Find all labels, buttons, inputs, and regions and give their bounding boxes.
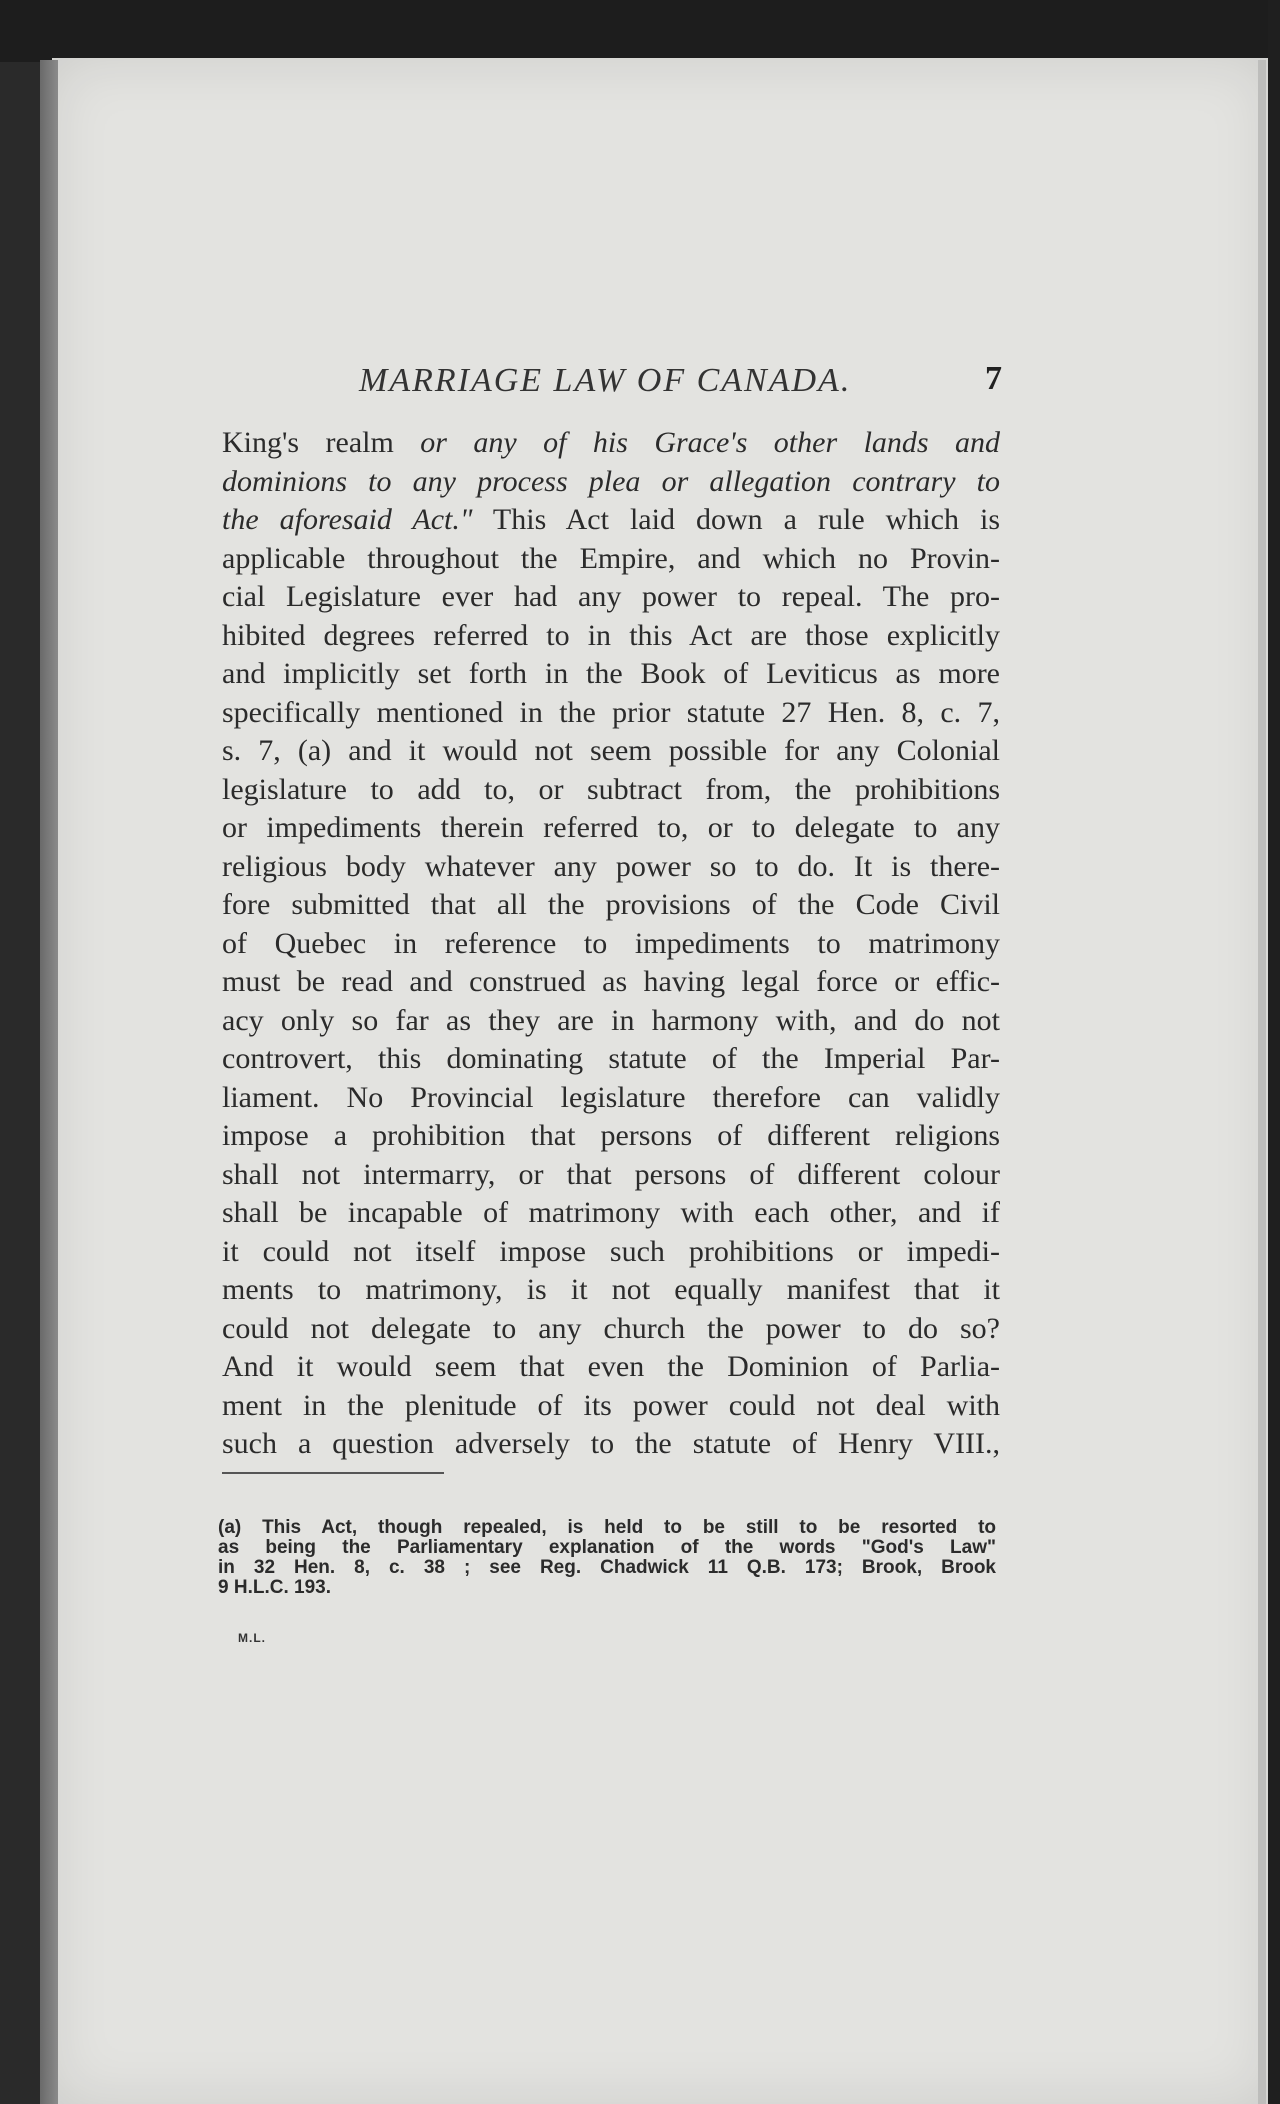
footnote-rule <box>222 1472 444 1474</box>
body-roman-text: liament. No Provincial legislature therefore can validly <box>222 1080 1000 1114</box>
body-line <box>222 848 1000 887</box>
footnote-line: (a) This Act, though repealed, is held to be still to be resorted to <box>218 1517 996 1538</box>
body-roman-text: cial Legislature ever had any power to repeal. The pro- <box>222 580 1000 613</box>
footnote <box>218 1518 996 1598</box>
body-line <box>222 463 1000 502</box>
body-line <box>222 1271 1000 1310</box>
body-roman-text: And it would seem that even the Dominion of Parlia- <box>222 1350 1000 1383</box>
body-line <box>222 1310 1000 1349</box>
body-roman-text: This Act laid down a rule which is <box>472 503 1001 536</box>
body-italic-text: or any of his Grace's other lands and <box>420 426 1001 459</box>
book-binding-edge <box>40 60 58 2104</box>
body-line <box>222 925 1000 964</box>
footnote-line: 9 H.L.C. 193. <box>218 1577 331 1598</box>
body-roman-text: specifically mentioned in the prior statute 27 Hen. 8, c. 7, <box>222 695 1000 729</box>
body-line <box>222 963 1000 1002</box>
body-line <box>222 578 1000 617</box>
scan-background-top <box>0 0 1280 62</box>
body-roman-text: shall not intermarry, or that persons of different colour <box>222 1157 1000 1191</box>
body-roman-text: acy only so far as they are in harmony with, and do not <box>222 1003 1000 1037</box>
body-line <box>222 1079 1000 1118</box>
body-roman-text: religious body whatever any power so to do. It is there- <box>222 849 1000 883</box>
body-line <box>222 886 1000 925</box>
body-line <box>222 1348 1000 1387</box>
body-line <box>222 694 1000 733</box>
scan-background-right <box>1268 0 1280 2104</box>
body-line <box>222 617 1000 656</box>
body-line <box>222 732 1000 771</box>
body-line <box>222 1387 1000 1426</box>
body-roman-text: or impediments therein referred to, or to delegate to any <box>222 811 1000 844</box>
body-line <box>222 501 1000 540</box>
body-roman-text: applicable throughout the Empire, and which no Provin- <box>222 541 1000 575</box>
body-line <box>222 809 1000 848</box>
body-line <box>222 540 1000 579</box>
running-head: MARRIAGE LAW OF CANADA. <box>359 362 852 399</box>
body-roman-text: hibited degrees referred to in this Act are those explicitly <box>222 618 1000 652</box>
body-line <box>222 1425 1000 1464</box>
body-italic-text: the aforesaid Act." <box>222 503 473 536</box>
body-line <box>222 771 1000 810</box>
body-line <box>222 1040 1000 1079</box>
body-line <box>222 1156 1000 1195</box>
signature-mark: M.L. <box>238 1631 266 1645</box>
body-roman-text: controvert, this dominating statute of the Imperial Par- <box>222 1042 1000 1075</box>
body-roman-text: such a question adversely to the statute of Henry VIII., <box>222 1427 1000 1460</box>
body-roman-text: s. 7, (a) and it would not seem possible for any Colonial <box>222 734 1000 767</box>
body-text <box>222 424 1000 1464</box>
body-roman-text: it could not itself impose such prohibitions or impedi- <box>222 1234 1000 1268</box>
body-roman-text: and implicitly set forth in the Book of Leviticus as more <box>222 657 1000 690</box>
body-line <box>222 424 1000 463</box>
body-line <box>222 1233 1000 1272</box>
footnote-line: as being the Parliamentary explanation of the words "God's Law" <box>218 1537 996 1558</box>
body-line <box>222 655 1000 694</box>
body-line <box>222 1002 1000 1041</box>
body-italic-text: dominions to any process plea or allegation contrary to <box>222 464 1000 498</box>
body-roman-text: fore submitted that all the provisions of the Code Civil <box>222 888 1000 921</box>
body-roman-text: legislature to add to, or subtract from, the prohibitions <box>222 772 1000 806</box>
body-roman-text: could not delegate to any church the power to do so? <box>222 1311 1000 1345</box>
body-roman-text: King's realm <box>222 426 421 459</box>
body-line <box>222 1194 1000 1233</box>
page-right-edge <box>1258 60 1266 2104</box>
body-roman-text: shall be incapable of matrimony with each other, and if <box>222 1196 1000 1229</box>
footnote-line: in 32 Hen. 8, c. 38 ; see Reg. Chadwick 11 Q.B. 173; Brook, Brook <box>218 1557 996 1578</box>
body-roman-text: of Quebec in reference to impediments to matrimony <box>222 926 1000 960</box>
body-roman-text: ment in the plenitude of its power could not deal with <box>222 1388 1000 1422</box>
body-line <box>222 1117 1000 1156</box>
body-roman-text: ments to matrimony, is it not equally manifest that it <box>222 1273 1000 1306</box>
body-roman-text: impose a prohibition that persons of different religions <box>222 1119 1000 1152</box>
page-number: 7 <box>985 360 1002 397</box>
body-roman-text: must be read and construed as having legal force or effic- <box>222 965 1000 998</box>
